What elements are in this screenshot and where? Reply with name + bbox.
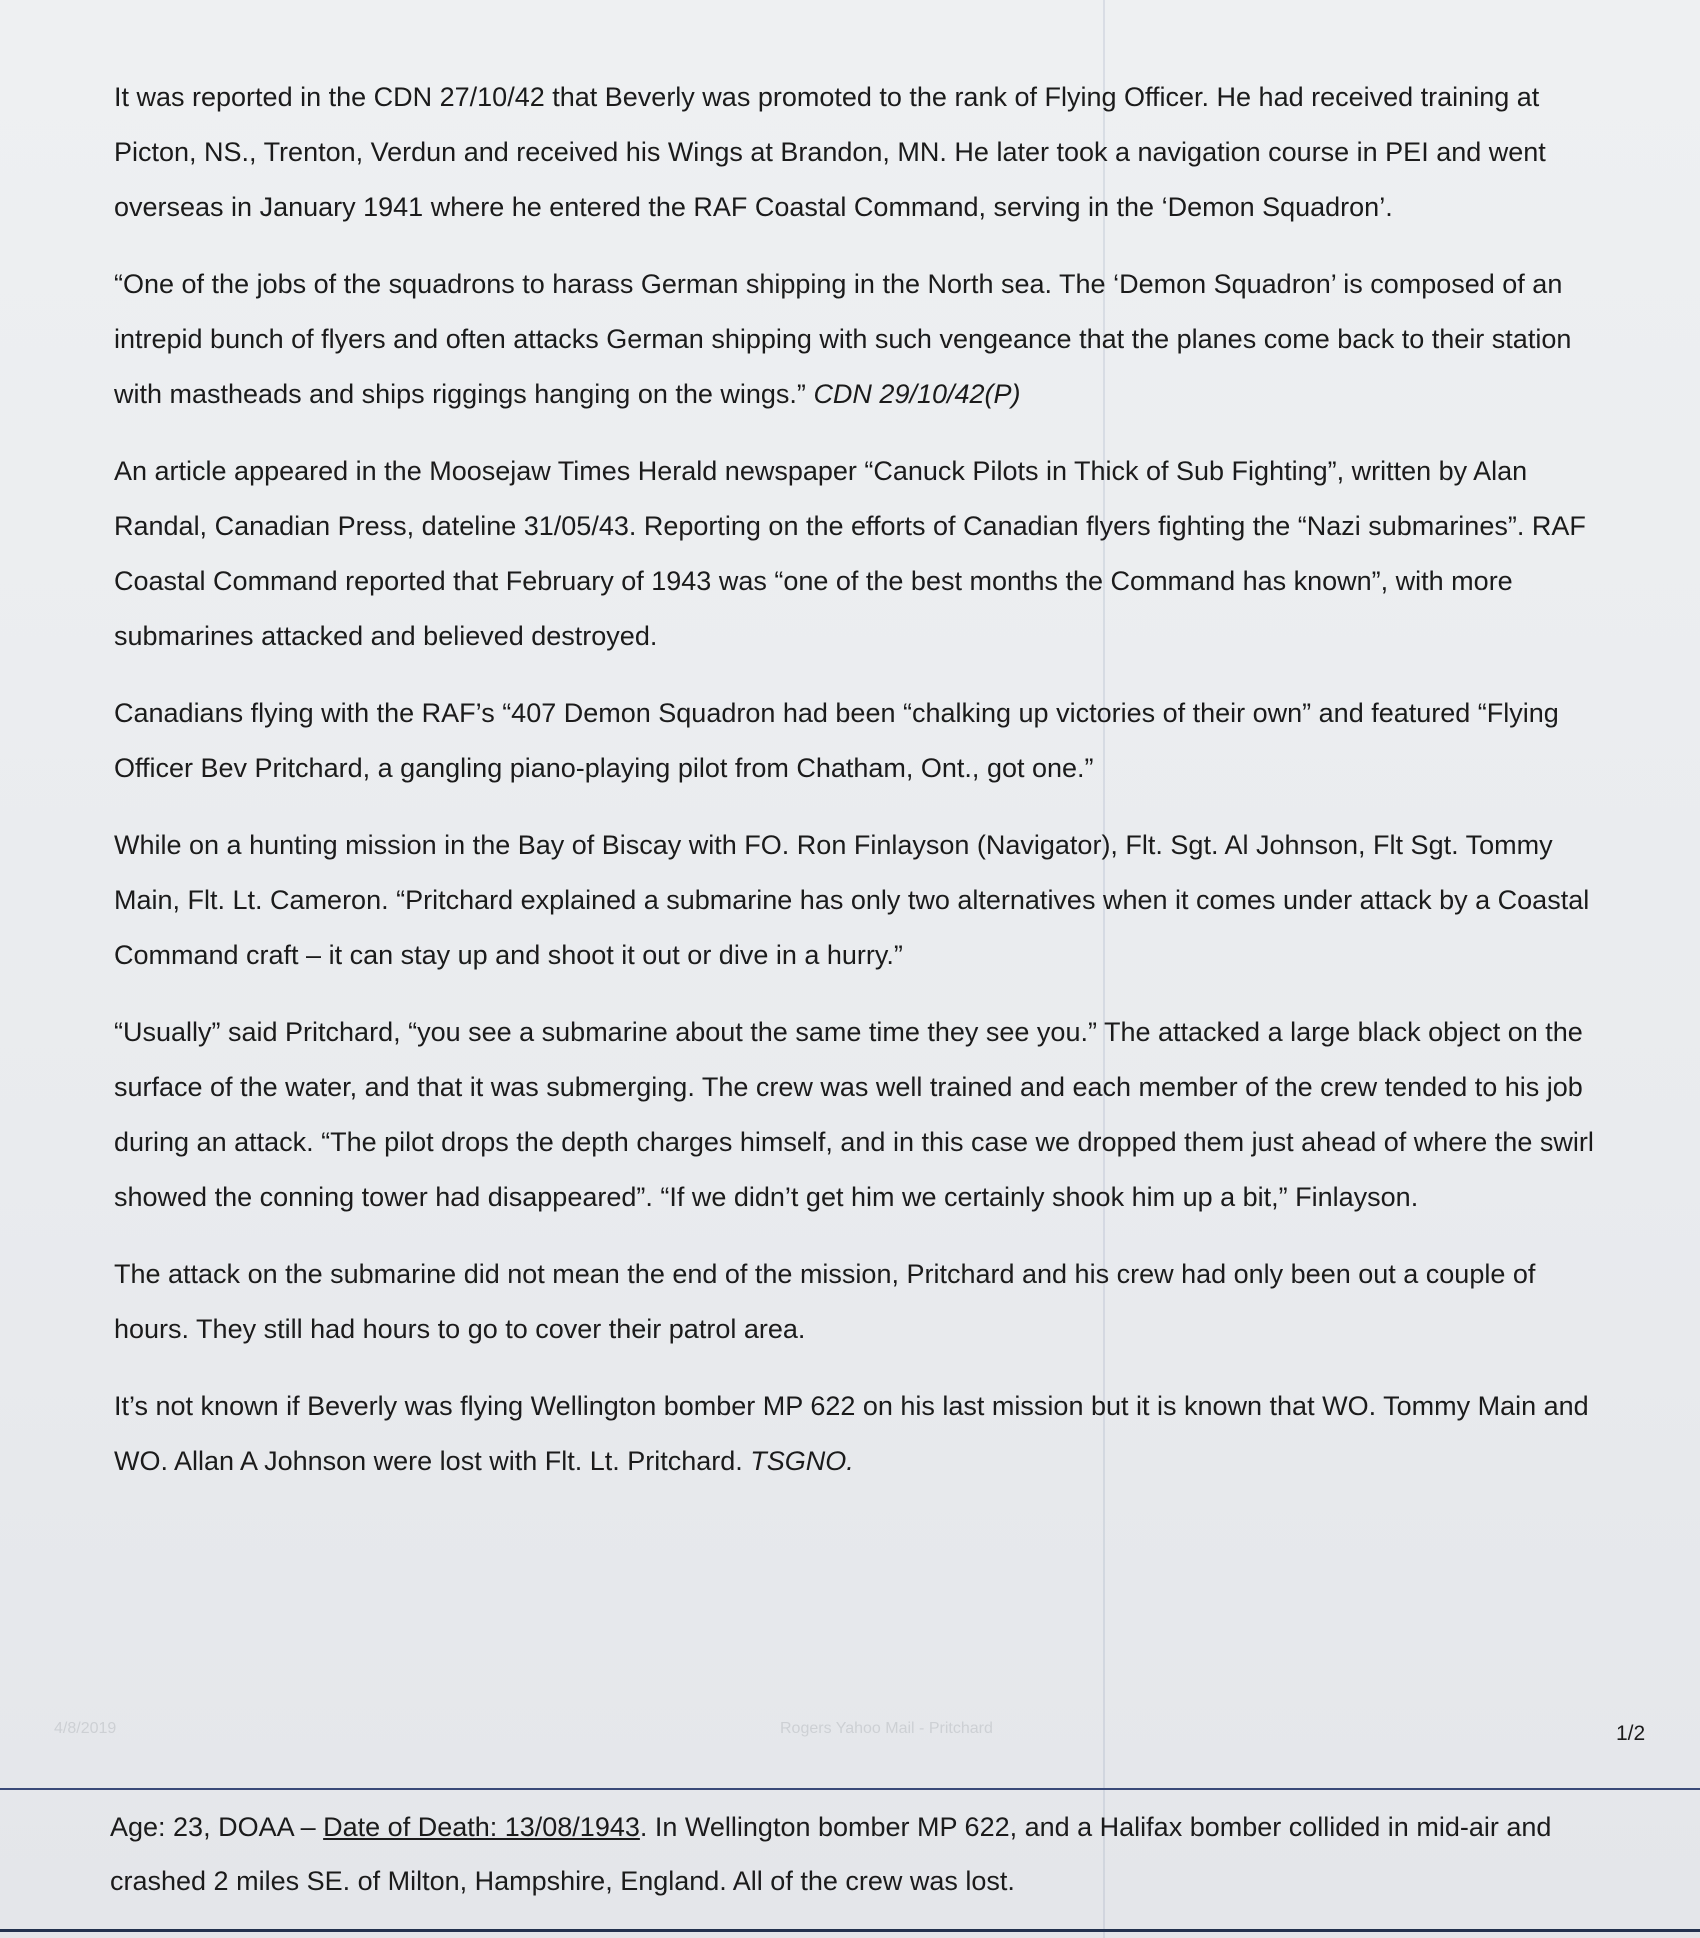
footer-date-faint: 4/8/2019	[54, 1720, 117, 1737]
paragraph-2-text: “One of the jobs of the squadrons to harass German shipping in the North sea. The ‘Demon Squadron’ is composed of an intrepid bunch of flyers and often attacks German shipping with such vengeance that the planes come back to their station with mastheads and ships riggings hanging on the wings.”	[114, 269, 1572, 409]
paragraph-8-citation: TSGNO.	[750, 1446, 854, 1476]
paragraph-7-text: The attack on the submarine did not mean the end of the mission, Pritchard and his crew had only been out a couple of hours. They still had hours to go to cover their patrol area.	[114, 1259, 1536, 1344]
paragraph-6	[114, 1005, 1594, 1225]
paragraph-8-text: It’s not known if Beverly was flying Wellington bomber MP 622 on his last mission but it is known that WO. Tommy Main and WO. Allan A Johnson were lost with Flt. Lt. Pritchard.	[114, 1391, 1589, 1476]
paragraph-2	[114, 257, 1594, 422]
death-note	[110, 1800, 1630, 1908]
paragraph-3	[114, 444, 1594, 664]
paragraph-6-text: “Usually” said Pritchard, “you see a submarine about the same time they see you.” The attacked a large black object on the surface of the water, and that it was submerging. The crew was well trained and each member of the crew tended to his job during an attack. “The pilot drops the depth charges himself, and in this case we dropped them just ahead of where the swirl showed the conning tower had disappeared”. “If we didn’t get him we certainly shook him up a bit,” Finlayson.	[114, 1017, 1594, 1212]
footer-source-faint: Rogers Yahoo Mail - Pritchard	[780, 1720, 993, 1737]
divider-line	[0, 1788, 1700, 1790]
paragraph-1-text: It was reported in the CDN 27/10/42 that Beverly was promoted to the rank of Flying Officer. He had received training at Picton, NS., Trenton, Verdun and received his Wings at Brandon, MN. He later took a navigation course in PEI and went overseas in January 1941 where he entered the RAF Coastal Command, serving in the ‘Demon Squadron’.	[114, 82, 1546, 222]
date-of-death: Date of Death: 13/08/1943	[323, 1812, 640, 1842]
paragraph-5	[114, 818, 1594, 983]
death-note-suffix: . In Wellington bomber MP 622, and a Halifax bomber collided in mid-air and crashed 2 miles SE. of Milton, Hampshire, England. All of the crew was lost.	[110, 1812, 1552, 1896]
paragraph-1	[114, 70, 1594, 235]
paragraph-4-text: Canadians flying with the RAF’s “407 Demon Squadron had been “chalking up victories of their own” and featured “Flying Officer Bev Pritchard, a gangling piano-playing pilot from Chatham, Ont., got one.”	[114, 698, 1559, 783]
paragraph-3-text: An article appeared in the Moosejaw Times Herald newspaper “Canuck Pilots in Thick of Sub Fighting”, written by Alan Randal, Canadian Press, dateline 31/05/43. Reporting on the efforts of Canadian flyers fighting the “Nazi submarines”. RAF Coastal Command reported that February of 1943 was “one of the best months the Command has known”, with more submarines attacked and believed destroyed.	[114, 456, 1586, 651]
document-body	[114, 70, 1594, 1511]
paragraph-7	[114, 1247, 1594, 1357]
bottom-border-line	[0, 1929, 1700, 1932]
paragraph-2-citation: CDN 29/10/42(P)	[813, 379, 1021, 409]
paragraph-4	[114, 686, 1594, 796]
page-number: 1/2	[1616, 1722, 1646, 1745]
paragraph-5-text: While on a hunting mission in the Bay of Biscay with FO. Ron Finlayson (Navigator), Flt. Sgt. Al Johnson, Flt Sgt. Tommy Main, Flt. Lt. Cameron. “Pritchard explained a submarine has only two alternatives when it comes under attack by a Coastal Command craft – it can stay up and shoot it out or dive in a hurry.”	[114, 830, 1590, 970]
paragraph-8	[114, 1379, 1594, 1489]
death-note-prefix: Age: 23, DOAA –	[110, 1812, 324, 1842]
